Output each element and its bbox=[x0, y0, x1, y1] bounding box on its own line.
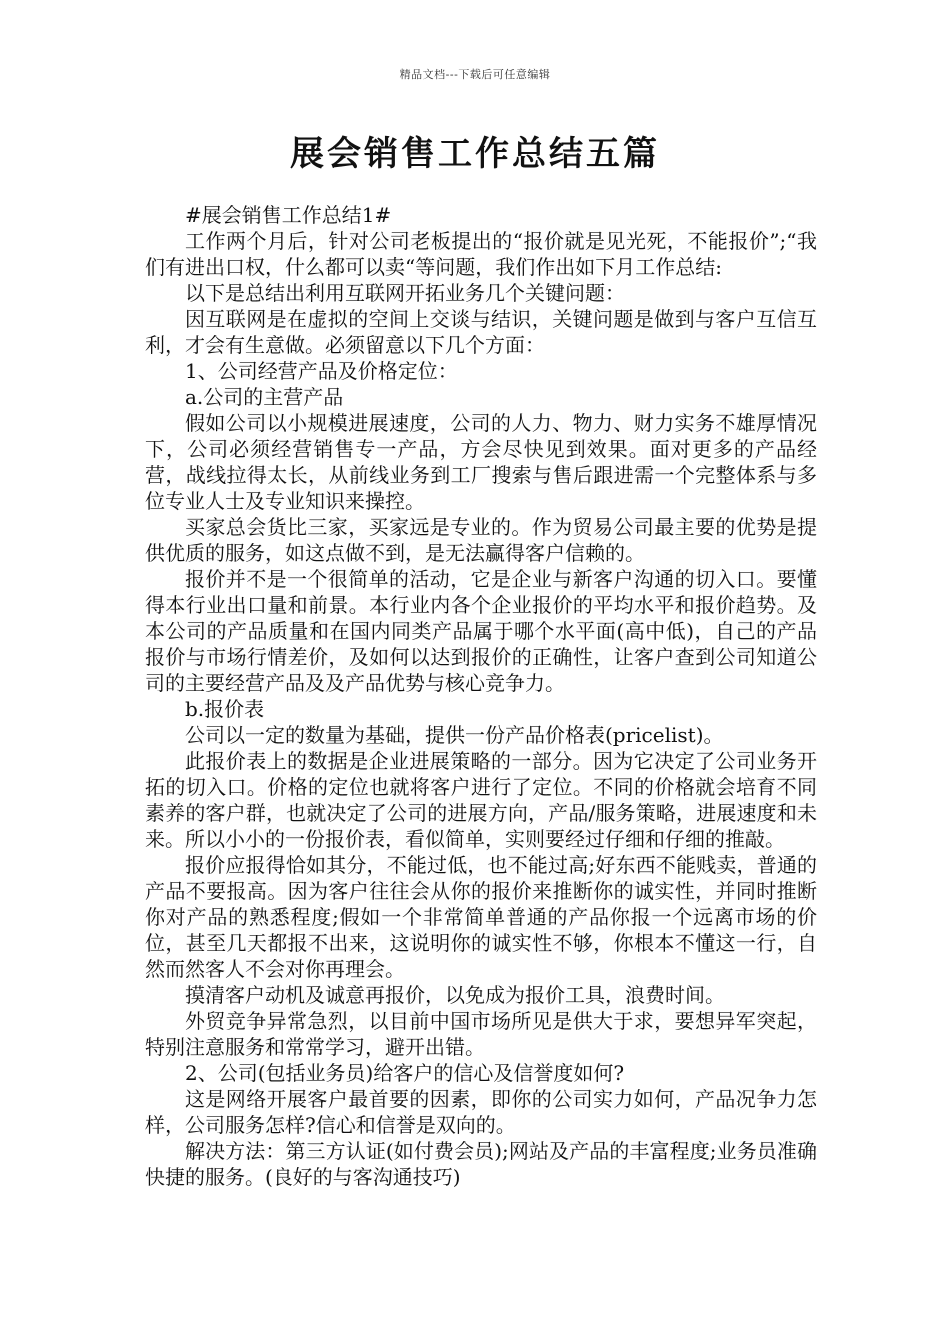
body-paragraph: 外贸竞争异常急烈，以目前中国市场所见是供大于求，要想异军突起，特别注意服务和常常学习，避开出错。 bbox=[145, 1009, 817, 1059]
body-paragraph: 报价并不是一个很简单的活动，它是企业与新客户沟通的切入口。要懂得本行业出口量和前景。本行业内各个企业报价的平均水平和报价趋势。及本公司的产品质量和在国内同类产品属于哪个水平面(高中低)，自己的产品报价与市场行情差价，及如何以达到报价的正确性，让客户查到公司知道公司的主要经营产品及及产品优势与核心竞争力。 bbox=[145, 567, 817, 695]
body-paragraph: 报价应报得恰如其分，不能过低，也不能过高;好东西不能贱卖，普通的产品不要报高。因为客户往往会从你的报价来推断你的诚实性，并同时推断你对产品的熟悉程度;假如一个非常简单普通的产品你报一个远离市场的价位，甚至几天都报不出来，这说明你的诚实性不够，你根本不懂这一行，自然而然客人不会对你再理会。 bbox=[145, 853, 817, 981]
body-paragraph: 买家总会货比三家，买家远是专业的。作为贸易公司最主要的优势是提供优质的服务，如这点做不到，是无法赢得客户信赖的。 bbox=[145, 515, 817, 565]
body-paragraph: 这是网络开展客户最首要的因素，即你的公司实力如何，产品况争力怎样，公司服务怎样?信心和信誉是双向的。 bbox=[145, 1087, 817, 1137]
body-paragraph: 解决方法：第三方认证(如付费会员);网站及产品的丰富程度;业务员准确快捷的服务。(良好的与客沟通技巧) bbox=[145, 1139, 817, 1189]
body-paragraph: 公司以一定的数量为基础，提供一份产品价格表(pricelist)。 bbox=[185, 723, 724, 747]
body-paragraph: b.报价表 bbox=[185, 697, 265, 721]
document-title: 展会销售工作总结五篇 bbox=[290, 134, 660, 174]
body-paragraph: 因互联网是在虚拟的空间上交谈与结识，关键问题是做到与客户互信互利，才会有生意做。必须留意以下几个方面： bbox=[145, 307, 817, 357]
page-header: 精品文档---下载后可任意编辑 bbox=[399, 68, 551, 81]
body-paragraph: #展会销售工作总结1# bbox=[185, 203, 392, 227]
body-paragraph: 工作两个月后，针对公司老板提出的“报价就是见光死，不能报价”;“我们有进出口权，什么都可以卖“等问题，我们作出如下月工作总结: bbox=[145, 229, 817, 279]
body-paragraph: 2、公司(包括业务员)给客户的信心及信誉度如何? bbox=[185, 1061, 625, 1085]
body-paragraph: 假如公司以小规模进展速度，公司的人力、物力、财力实务不雄厚情况下，公司必须经营销售专一产品，方会尽快见到效果。面对更多的产品经营，战线拉得太长，从前线业务到工厂搜索与售后跟进需一个完整体系与多位专业人士及专业知识来操控。 bbox=[145, 411, 817, 513]
body-paragraph: 此报价表上的数据是企业进展策略的一部分。因为它决定了公司业务开拓的切入口。价格的定位也就将客户进行了定位。不同的价格就会培育不同素养的客户群，也就决定了公司的进展方向，产品/服务策略，进展速度和未来。所以小小的一份报价表，看似简单，实则要经过仔细和仔细的推敲。 bbox=[145, 749, 817, 851]
body-paragraph: a.公司的主营产品 bbox=[185, 385, 344, 409]
body-paragraph: 以下是总结出利用互联网开拓业务几个关键问题： bbox=[185, 281, 625, 305]
body-paragraph: 1、公司经营产品及价格定位： bbox=[185, 359, 458, 383]
document-body bbox=[145, 202, 817, 1190]
body-paragraph: 摸清客户动机及诚意再报价，以免成为报价工具，浪费时间。 bbox=[185, 983, 725, 1007]
